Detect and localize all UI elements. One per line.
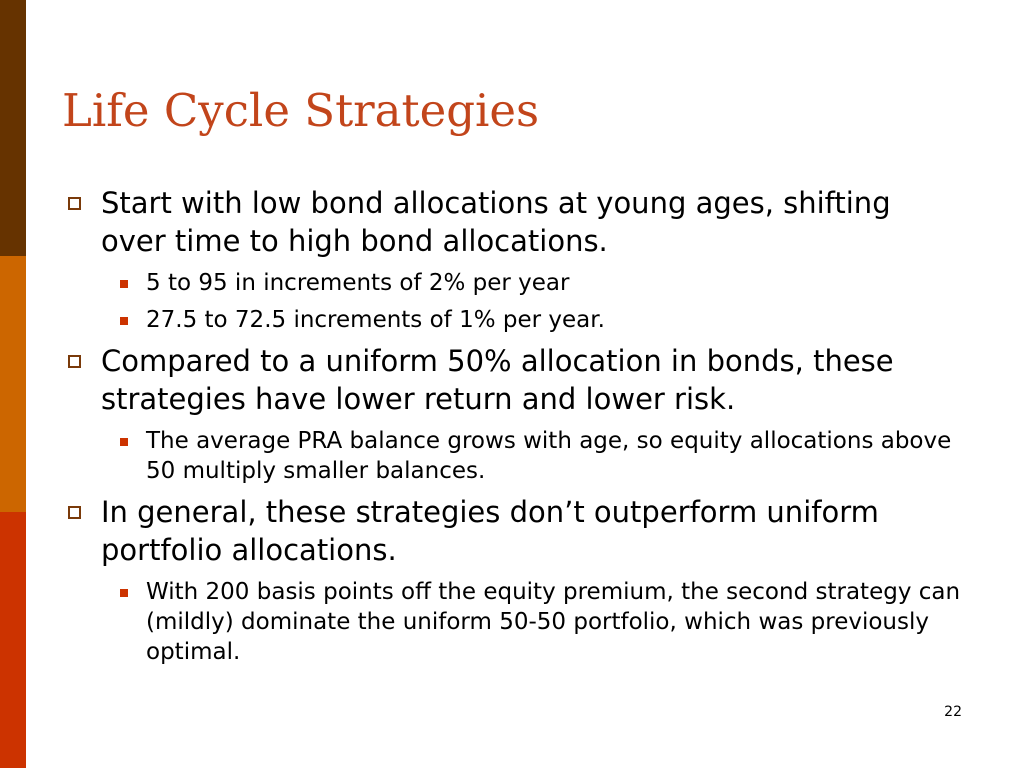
decorative-band-bottom — [0, 512, 26, 768]
filled-square-bullet-icon — [120, 589, 128, 597]
sub-bullet-item — [64, 305, 964, 335]
slide-number: 22 — [944, 704, 962, 720]
hollow-square-bullet-icon — [68, 355, 81, 368]
bullet-item — [64, 184, 964, 260]
bullet-list — [64, 184, 964, 674]
bullet-text: In general, these strategies don’t outperform uniform portfolio allocations. — [101, 495, 879, 567]
slide-title: Life Cycle Strategies — [62, 84, 540, 137]
decorative-band-middle — [0, 256, 26, 512]
sub-bullet-list — [64, 426, 964, 486]
bullet-item — [64, 493, 964, 569]
sub-bullet-text: 5 to 95 in increments of 2% per year — [146, 270, 570, 296]
bullet-text: Start with low bond allocations at young ages, shifting over time to high bond allocations. — [101, 186, 891, 258]
sub-bullet-item — [64, 268, 964, 298]
hollow-square-bullet-icon — [68, 197, 81, 210]
filled-square-bullet-icon — [120, 438, 128, 446]
sub-bullet-text: The average PRA balance grows with age, so equity allocations above 50 multiply smaller balances. — [146, 428, 952, 484]
filled-square-bullet-icon — [120, 317, 128, 325]
sub-bullet-list — [64, 577, 964, 667]
sub-bullet-list — [64, 268, 964, 335]
sub-bullet-text: With 200 basis points off the equity premium, the second strategy can (mildly) dominate the uniform 50-50 portfolio, which was previously optimal. — [146, 579, 961, 665]
sub-bullet-text: 27.5 to 72.5 increments of 1% per year. — [146, 307, 605, 333]
bullet-text: Compared to a uniform 50% allocation in bonds, these strategies have lower return and lower risk. — [101, 344, 894, 416]
sub-bullet-item — [64, 577, 964, 667]
bullet-item — [64, 342, 964, 418]
hollow-square-bullet-icon — [68, 506, 81, 519]
decorative-band-top — [0, 0, 26, 256]
filled-square-bullet-icon — [120, 280, 128, 288]
sub-bullet-item — [64, 426, 964, 486]
